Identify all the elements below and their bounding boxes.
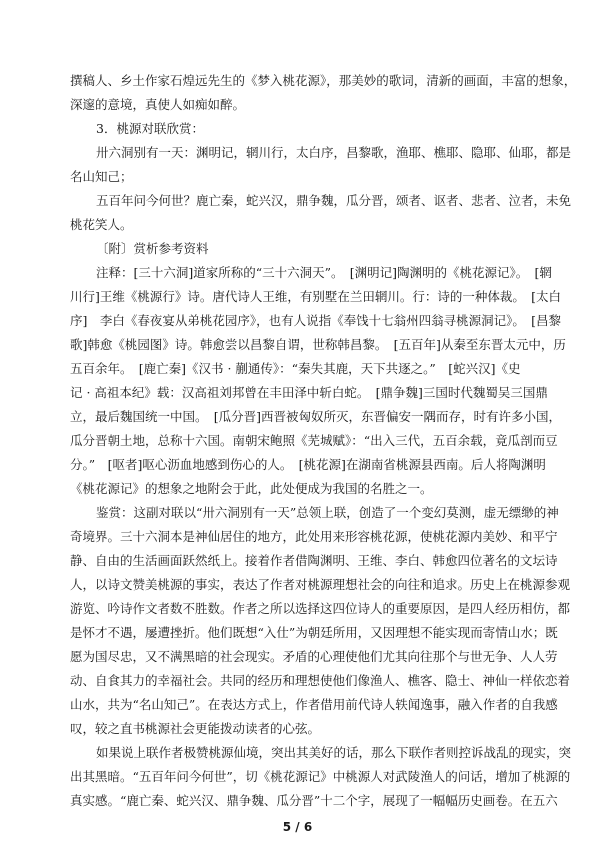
paragraph-line: 深邃的意境，真使人如痴如醉。 bbox=[70, 97, 246, 112]
notes-line: 记 · 高祖本纪》载：汉高祖刘邦曾在丰田泽中斩白蛇。 [鼎争魏]三国时代魏蜀吴三国鼎 bbox=[70, 385, 548, 400]
couplet-line: 卅六洞别有一天：渊明记，辋川行，太白序，昌黎歌，渔耶、樵耶、隐耶、仙耶，都是 bbox=[96, 145, 572, 160]
couplet-line: 名山知己； bbox=[70, 169, 133, 184]
section-heading: 3．桃源对联欣赏： bbox=[96, 121, 204, 136]
appreciation-line: 山水，共为“名山知己”。在表达方式上，作者借用前代诗人轶闻逸事，融入作者的自我感 bbox=[70, 697, 558, 712]
notes-line: 立，最后魏国统一中国。 [瓜分晋]西晋被匈奴所灭，东晋偏安一隅而存，时有许多小国， bbox=[70, 409, 562, 424]
appreciation-line: 叹，较之直书桃源社会更能拨动读者的心弦。 bbox=[70, 721, 321, 736]
appreciation-line: 静、自由的生活画面跃然纸上。接着作者借陶渊明、王维、李白、韩愈四位著名的文坛诗 bbox=[70, 553, 558, 568]
paragraph-line: 撰稿人、乡土作家石煌远先生的《梦入桃花源》，那美妙的歌词，清新的画面，丰富的想象， bbox=[70, 73, 577, 88]
appreciation-line: 出其黑暗。“五百年问今何世”，切《桃花源记》中桃源人对武陵渔人的问话，增加了桃源的 bbox=[70, 769, 571, 784]
notes-line: 序] 李白《春夜宴从弟桃花园序》，也有人说指《奉饯十七翁州四翁寻桃源洞记》。 [昌黎 bbox=[70, 313, 562, 328]
notes-line: 川行]王维《桃源行》诗。唐代诗人王维，有别墅在兰田辋川。行：诗的一种体裁。 [太白 bbox=[70, 289, 562, 304]
appendix-heading: 〔附〕赏析参考资料 bbox=[96, 241, 209, 256]
appreciation-line: 人，以诗文赞美桃源的事实，表达了作者对桃源理想社会的向往和追求。历史上在桃源参观 bbox=[70, 577, 571, 592]
appreciation-line: 动、自食其力的幸福社会。共同的经历和理想使他们像渔人、樵客、隐士、神仙一样依恋着 bbox=[70, 673, 571, 688]
appreciation-line: 奇境界。三十六洞本是神仙居住的地方，此处用来形容桃花源，使桃花源内美妙、和平宁 bbox=[70, 529, 558, 544]
notes-line: 五百余年。 [鹿亡秦]《汉书 · 蒯通传》：“秦失其鹿，天下共逐之。” [蛇兴汉]《史 bbox=[70, 361, 521, 376]
appreciation-line: 愿为国尽忠，又不满黑暗的社会现实。矛盾的心理使他们尤其向往那个与世无争、人人劳 bbox=[70, 649, 558, 664]
appreciation-line: 真实感。“鹿亡秦、蛇兴汉、鼎争魏、瓜分晋”十二个字，展现了一幅幅历史画卷。在五六 bbox=[70, 793, 558, 808]
notes-line: 歌]韩愈《桃园图》诗。韩愈尝以昌黎自谓，世称韩昌黎。 [五百年]从秦至东晋太元中，历 bbox=[70, 337, 566, 352]
page-number: 5 / 6 bbox=[282, 820, 313, 834]
appreciation-line: 游览、吟诗作文者数不胜数。作者之所以选择这四位诗人的重要原因，是四人经历相仿，都 bbox=[70, 601, 571, 616]
appreciation-line: 是怀才不遇，屡遭挫折。他们既想“入仕”为朝廷所用，又因理想不能实现而寄情山水；既 bbox=[70, 625, 558, 640]
notes-line: 《桃花源记》的想象之地附会于此，此处便成为我国的名胜之一。 bbox=[70, 481, 433, 496]
notes-line: 瓜分晋朝土地，总称十六国。南朝宋鲍照《芜城赋》：“出入三代，五百余载，竟瓜剖而豆 bbox=[70, 433, 558, 448]
notes-line: 分。” [呕者]呕心沥血地感到伤心的人。 [桃花源]在湖南省桃源县西南。后人将陶渊明 bbox=[70, 457, 546, 472]
notes-line: 注释：[三十六洞]道家所称的“三十六洞天”。 [渊明记]陶渊明的《桃花源记》。 [辋 bbox=[96, 265, 552, 280]
appreciation-line: 鉴赏：这副对联以“卅六洞别有一天”总领上联，创造了一个变幻莫测，虚无缥缈的神 bbox=[96, 505, 559, 520]
appreciation-line: 如果说上联作者极赞桃源仙境，突出其美好的话，那么下联作者则控诉战乱的现实，突 bbox=[96, 745, 572, 760]
couplet-line: 五百年问今何世？鹿亡秦，蛇兴汉，鼎争魏，瓜分晋，颂者、讴者、悲者、泣者，未免 bbox=[96, 193, 572, 208]
couplet-line: 桃花笑人。 bbox=[70, 217, 133, 232]
